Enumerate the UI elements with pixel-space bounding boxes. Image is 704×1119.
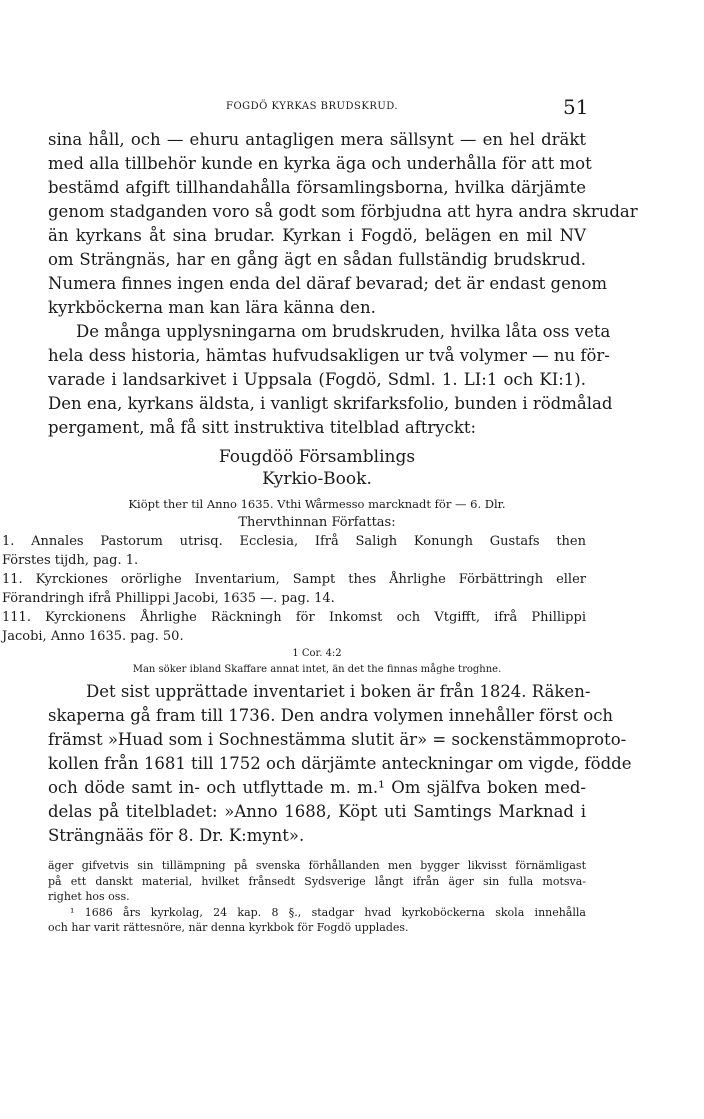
title-page-transcription — [2, 446, 586, 678]
scripture-reference: 1 Cor. 4:2 — [292, 648, 342, 659]
list-item: Förandringh ifrå Phillippi Jacobi, 1635 —. pag. 14. — [2, 591, 335, 606]
text-line: kyrkböckerna man kan lära känna den. — [48, 298, 376, 317]
paragraph-2 — [48, 320, 613, 440]
text-line: varade i landsarkivet i Uppsala (Fogdö, Sdml. 1. LI:1 och KI:1). — [48, 370, 586, 389]
text-line: Numera finnes ingen enda del däraf bevarad; det är endast genom — [48, 274, 608, 293]
text-line: med alla tillbehör kunde en kyrka äga och underhålla för att mot — [48, 154, 592, 173]
purchase-line: Kiöpt ther til Anno 1635. Vthi Wårmesso marcknadt för — 6. Dlr. — [128, 497, 506, 511]
text-line: än kyrkans åt sina brudar. Kyrkan i Fogdö, belägen en mil NV — [48, 226, 586, 245]
text-line: sina håll, och — ehuru antagligen mera sällsynt — en hel dräkt — [48, 130, 586, 149]
title-line-2: Kyrkio-Book. — [262, 469, 372, 489]
contents-list — [2, 532, 586, 646]
contents-heading: Thervthinnan Författas: — [238, 515, 396, 530]
text-line: pergament, må få sitt instruktiva titelblad aftryckt: — [48, 418, 477, 437]
text-line: främst »Huad som i Sochnestämma slutit är» = sockenstämmoproto- — [48, 730, 627, 749]
list-item: Jacobi, Anno 1635. pag. 50. — [2, 629, 184, 644]
text-line: och döde samt in- och utflyttade m. m.¹ Om själfva boken med- — [48, 778, 586, 797]
list-item: 11. Kyrckiones orörlighe Inventarium, Sampt thes Åhrlighe Förbättringh eller — [2, 572, 586, 587]
footnote-line: äger gifvetvis sin tillämpning på svenska förhållanden men bygger likvisst förnämligast — [48, 859, 586, 872]
text-line: Den ena, kyrkans äldsta, i vanligt skrifarksfolio, bunden i rödmålad — [48, 394, 613, 413]
page-body — [2, 128, 638, 936]
text-line: Strängnääs för 8. Dr. K:mynt». — [48, 826, 305, 845]
footnote-line: ¹ 1686 års kyrkolag, 24 kap. 8 §., stadgar hvad kyrkoböckerna skola innehålla — [70, 905, 586, 919]
paragraph-3 — [48, 680, 632, 848]
footnote-line: på ett danskt material, hvilket frånsedt Sydsverige långt ifrån äger sin fulla motsva- — [48, 874, 586, 888]
list-item: 1. Annales Pastorum utrisq. Ecclesia, Ifrå Saligh Konungh Gustafs then — [2, 534, 586, 549]
text-line: Det sist upprättade inventariet i boken är från 1824. Räken- — [86, 682, 591, 701]
text-line: om Strängnäs, har en gång ägt en sådan fullständig brudskrud. — [48, 250, 586, 269]
running-head: FOGDÖ KYRKAS BRUDSKRUD. — [226, 101, 399, 112]
footnotes — [48, 858, 586, 936]
text-line: skaperna gå fram till 1736. Den andra volymen innehåller först och — [48, 706, 614, 725]
footnote-line: och har varit rättesnöre, när denna kyrkbok för Fogdö upplades. — [48, 921, 409, 934]
text-line: delas på titelbladet: »Anno 1688, Köpt uti Samtings Marknad i — [48, 802, 586, 821]
motto: Man söker ibland Skaffare annat intet, än det the finnas måghe troghne. — [132, 664, 502, 675]
text-line: hela dess historia, hämtas hufvudsakligen ur två volymer — nu för- — [48, 346, 610, 365]
text-line: De många upplysningarna om brudskruden, hvilka låta oss veta — [76, 322, 611, 341]
text-line: bestämd afgift tillhandahålla församlingsborna, hvilka därjämte — [48, 178, 586, 197]
list-item: 111. Kyrckionens Åhrlighe Räckningh för Inkomst och Vtgifft, ifrå Phillippi — [2, 610, 586, 625]
text-line: genom stadganden voro så godt som förbjudna att hyra andra skrudar — [48, 202, 638, 221]
page-number: 51 — [563, 95, 589, 119]
footnote-line: righet hos oss. — [48, 890, 130, 903]
paragraph-1 — [48, 128, 638, 320]
list-item: Förstes tijdh, pag. 1. — [2, 553, 139, 568]
title-line-1: Fougdöö Församblings — [218, 447, 416, 467]
text-line: kollen från 1681 till 1752 och därjämte anteckningar om vigde, födde — [48, 754, 632, 773]
